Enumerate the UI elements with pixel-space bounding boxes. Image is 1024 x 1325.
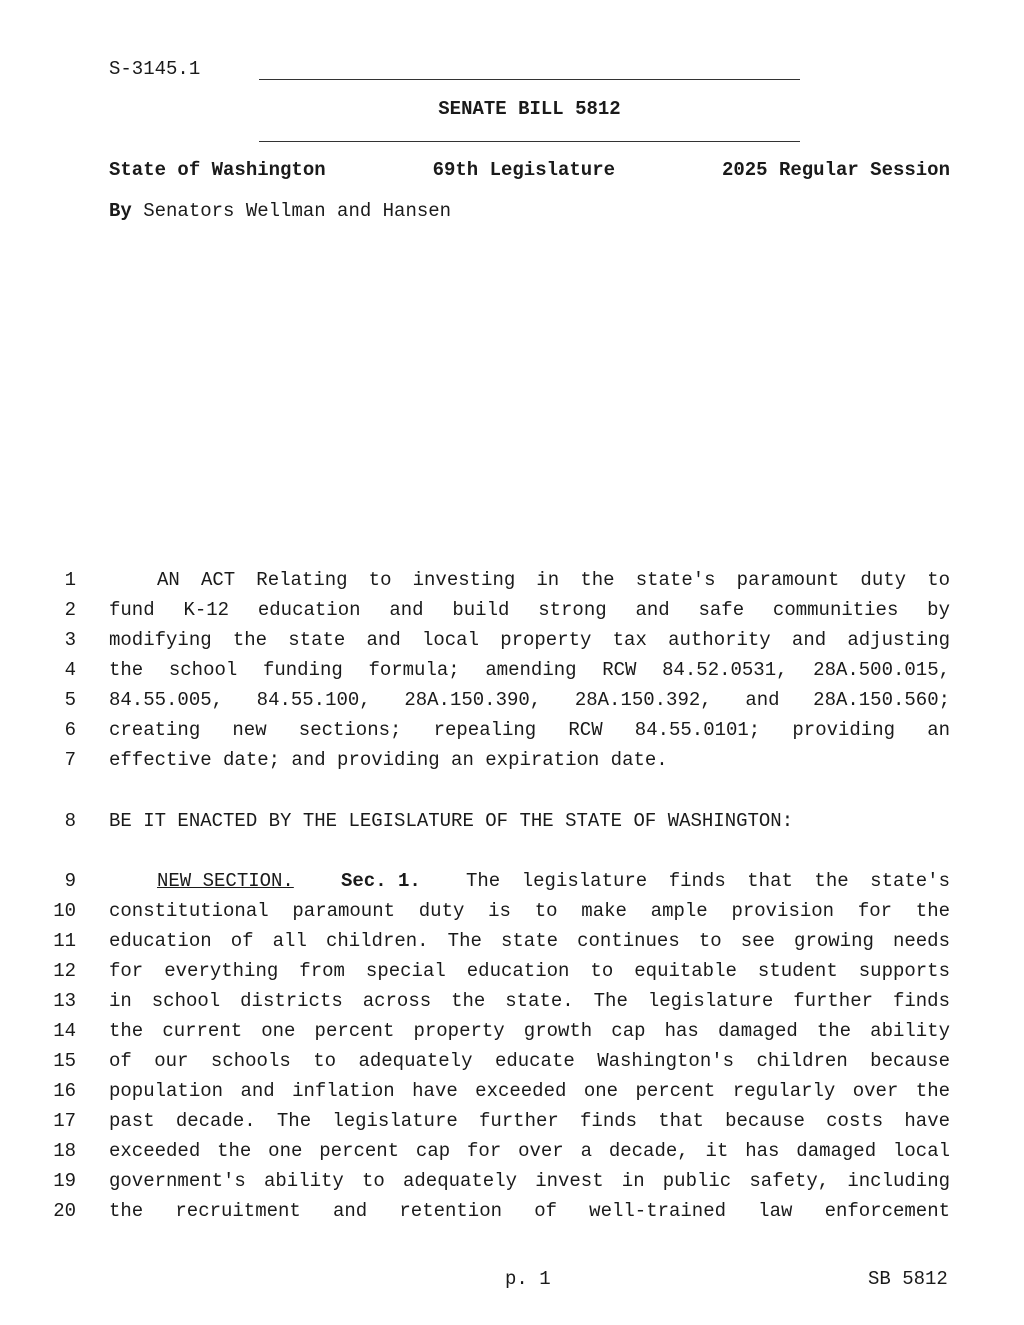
title-rule-top — [259, 79, 800, 80]
session-header-row — [109, 161, 950, 180]
bill-line — [0, 810, 1024, 832]
line-number: 6 — [64, 719, 76, 741]
line-number: 2 — [64, 599, 76, 621]
sponsor-names: Senators Wellman and Hansen — [143, 200, 452, 222]
line-text: in school districts across the state. The legislature further finds — [109, 990, 950, 1012]
line-number: 17 — [53, 1110, 76, 1132]
line-text: AN ACT Relating to investing in the state's paramount duty to — [157, 569, 950, 591]
line-text: for everything from special education to equitable student supports — [109, 960, 950, 982]
line-text: constitutional paramount duty is to make ample provision for the — [109, 900, 950, 922]
legislature-label: 69th Legislature — [432, 159, 616, 181]
bill-line — [0, 719, 1024, 741]
bill-line — [0, 1050, 1024, 1072]
line-number: 7 — [64, 749, 76, 771]
bill-line — [0, 1020, 1024, 1042]
line-number: 1 — [64, 569, 76, 591]
bill-line — [0, 960, 1024, 982]
bill-line — [0, 689, 1024, 711]
line-text: education of all children. The state continues to see growing needs — [109, 930, 950, 952]
bill-line — [0, 1200, 1024, 1222]
line-number: 12 — [53, 960, 76, 982]
sponsor-line — [109, 202, 451, 221]
line-text: effective date; and providing an expiration date. — [109, 749, 668, 771]
line-number: 9 — [64, 870, 76, 892]
line-number: 19 — [53, 1170, 76, 1192]
bill-line — [0, 599, 1024, 621]
new-section-label: NEW SECTION. — [157, 870, 294, 892]
line-text: modifying the state and local property tax authority and adjusting — [109, 629, 950, 651]
bill-line — [0, 930, 1024, 952]
page-number: p. 1 — [505, 1268, 551, 1290]
line-text: the school funding formula; amending RCW 84.52.0531, 28A.500.015, — [109, 659, 950, 681]
line-number: 20 — [53, 1200, 76, 1222]
state-label: State of Washington — [109, 159, 326, 181]
line-text: creating new sections; repealing RCW 84.55.0101; providing an — [109, 719, 950, 741]
line-text: The legislature finds that the state's — [466, 870, 950, 892]
document-id: S-3145.1 — [109, 58, 201, 80]
section-number: Sec. 1. — [341, 870, 421, 892]
bill-line — [0, 659, 1024, 681]
bill-line — [0, 1140, 1024, 1162]
line-text: the recruitment and retention of well-trained law enforcement — [109, 1200, 950, 1222]
bill-line — [0, 1170, 1024, 1192]
line-number: 18 — [53, 1140, 76, 1162]
bill-line — [0, 629, 1024, 651]
enacting-clause: BE IT ENACTED BY THE LEGISLATURE OF THE STATE OF WASHINGTON: — [109, 810, 794, 832]
line-text: of our schools to adequately educate Washington's children because — [109, 1050, 950, 1072]
line-text: government's ability to adequately invest in public safety, including — [109, 1170, 950, 1192]
title-rule-bottom — [259, 141, 800, 142]
line-text: exceeded the one percent cap for over a decade, it has damaged local — [109, 1140, 950, 1162]
bill-line — [0, 990, 1024, 1012]
line-number: 10 — [53, 900, 76, 922]
session-label: 2025 Regular Session — [721, 159, 950, 181]
line-number: 4 — [64, 659, 76, 681]
bill-line — [0, 1110, 1024, 1132]
line-number: 15 — [53, 1050, 76, 1072]
line-text: past decade. The legislature further finds that because costs have — [109, 1110, 950, 1132]
line-number: 8 — [64, 810, 76, 832]
bill-line — [0, 870, 1024, 892]
line-text: the current one percent property growth cap has damaged the ability — [109, 1020, 950, 1042]
bill-title: SENATE BILL 5812 — [438, 98, 621, 120]
bill-line — [0, 1080, 1024, 1102]
bill-line — [0, 569, 1024, 591]
bill-line — [0, 749, 1024, 771]
line-text: population and inflation have exceeded one percent regularly over the — [109, 1080, 950, 1102]
bill-line — [0, 900, 1024, 922]
line-number: 14 — [53, 1020, 76, 1042]
line-text: 84.55.005, 84.55.100, 28A.150.390, 28A.150.392, and 28A.150.560; — [109, 689, 950, 711]
line-number: 5 — [64, 689, 76, 711]
line-number: 16 — [53, 1080, 76, 1102]
line-text: fund K-12 education and build strong and safe communities by — [109, 599, 950, 621]
line-number: 11 — [53, 930, 76, 952]
line-number: 13 — [53, 990, 76, 1012]
sponsor-prefix: By — [109, 200, 132, 222]
bill-reference: SB 5812 — [868, 1268, 948, 1290]
line-number: 3 — [64, 629, 76, 651]
